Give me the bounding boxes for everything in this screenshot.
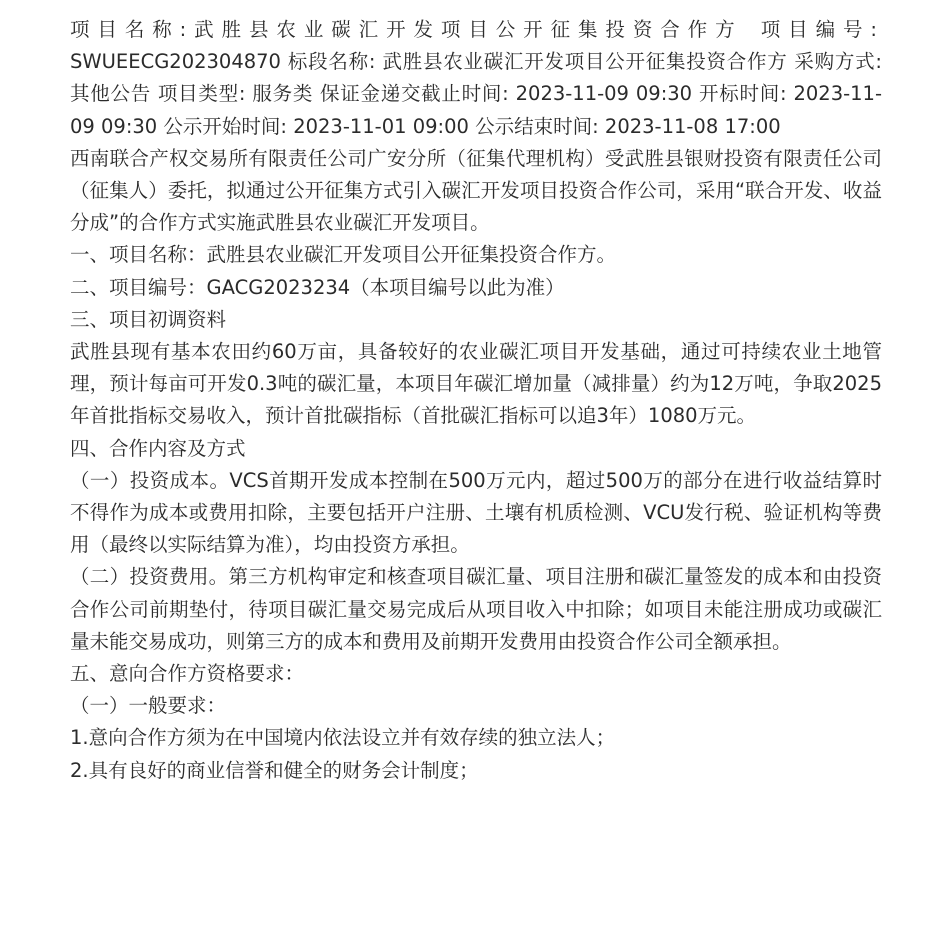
deposit-deadline-value: 2023-11-09 09:30 <box>515 82 693 106</box>
deposit-deadline-label: 保证金递交截止时间: <box>320 82 509 106</box>
section-5-heading: 五、意向合作方资格要求： <box>70 662 305 686</box>
document-body <box>70 14 882 787</box>
section-3-text: 武胜县现有基本农田约60万亩，具备较好的农业碳汇项目开发基础，通过可持续农业土地管理，预计每亩可开发0.3吨的碳汇量，本项目年碳汇增加量（减排量）约为12万吨，争取2025年首批指标交易收入，预计首批碳指标（首批碳汇指标可以追3年）1080万元。 <box>70 340 882 428</box>
project-type-label: 项目类型: <box>157 82 246 106</box>
section-3-heading: 三、项目初调资料 <box>70 307 227 331</box>
section-5-subheading: （一）一般要求： <box>70 694 227 718</box>
project-number-value: SWUEECG202304870 <box>70 50 281 74</box>
section-4-item-2: （二）投资费用。第三方机构审定和核查项目碳汇量、项目注册和碳汇量签发的成本和由投资合作公司前期垫付，待项目碳汇量交易完成后从项目收入中扣除；如项目未能注册成功或碳汇量未能交易成功，则第三方的成本和费用及前期开发费用由投资合作公司全额承担。 <box>70 565 882 653</box>
notice-end-value: 2023-11-08 17:00 <box>604 114 781 138</box>
notice-start-value: 2023-11-01 09:00 <box>293 114 469 138</box>
project-type-value: 服务类 <box>252 82 314 106</box>
project-name-value: 武胜县农业碳汇开发项目公开征集投资合作方 <box>191 18 743 41</box>
requirement-2: 2.具有良好的商业信誉和健全的财务会计制度； <box>70 758 479 782</box>
intro-paragraph: 西南联合产权交易所有限责任公司广安分所（征集代理机构）受武胜县银财投资有限责任公司（征集人）委托，拟通过公开征集方式引入碳汇开发项目投资合作公司，采用“联合开发、收益分成”的合作方式实施武胜县农业碳汇开发项目。 <box>70 146 882 235</box>
section-4-item-1: （一）投资成本。VCS首期开发成本控制在500万元内，超过500万的部分在进行收益结算时不得作为成本或费用扣除，主要包括开户注册、土壤有机质检测、VCU发行税、验证机构等费用（最终以实际结算为准），均由投资方承担。 <box>70 468 882 557</box>
requirement-1: 1.意向合作方须为在中国境内依法设立并有效存续的独立法人； <box>70 726 616 750</box>
lot-name-value: 武胜县农业碳汇开发项目公开征集投资合作方 <box>382 50 788 74</box>
project-name-label: 项目名称: <box>70 18 192 41</box>
section-1-project-name: 一、项目名称：武胜县农业碳汇开发项目公开征集投资合作方。 <box>70 243 617 267</box>
project-header <box>70 14 882 143</box>
section-4-heading: 四、合作内容及方式 <box>70 436 246 460</box>
procurement-method-value: 其他公告 <box>70 82 151 106</box>
bid-opening-label: 开标时间: <box>699 82 787 106</box>
bid-opening-value: 2023-11-09 09:30 <box>70 82 882 138</box>
section-2-project-number: 二、项目编号：GACG2023234（本项目编号以此为准） <box>70 275 565 299</box>
procurement-method-label: 采购方式: <box>794 50 882 74</box>
lot-name-label: 标段名称: <box>287 50 376 74</box>
notice-start-label: 公示开始时间: <box>163 114 287 138</box>
project-number-label: 项目编号: <box>760 18 882 41</box>
notice-end-label: 公示结束时间: <box>475 114 599 138</box>
